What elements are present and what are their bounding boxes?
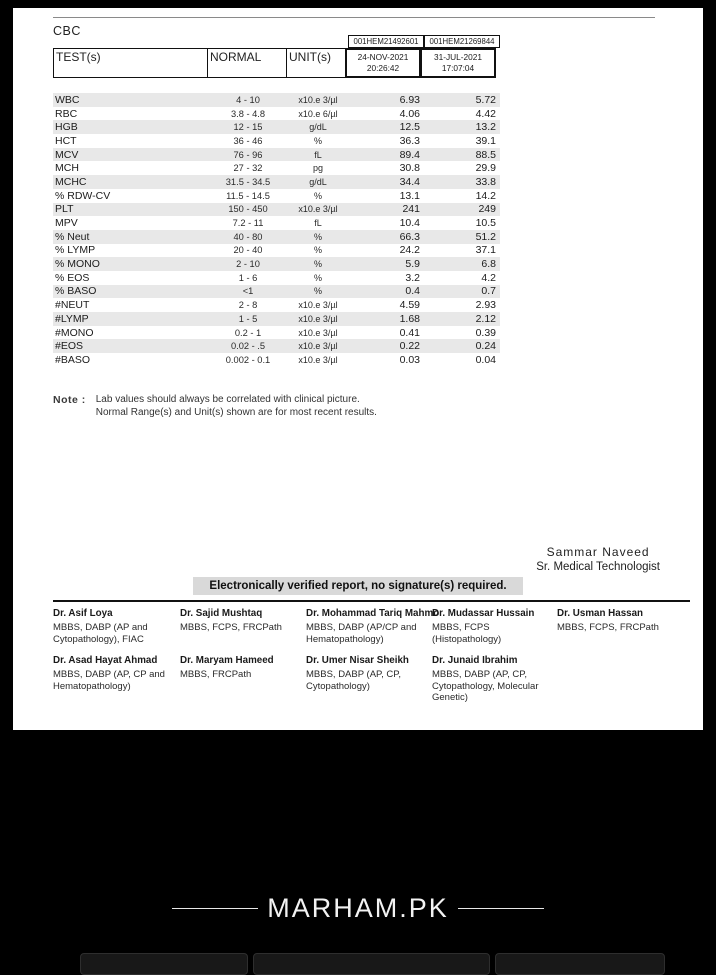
pathologist-card: [180, 655, 306, 704]
cell-unit: x10.e 3/µl: [298, 354, 338, 365]
bottom-action-button-1[interactable]: [80, 953, 248, 975]
table-row: [53, 326, 500, 340]
result-date-1: 24-NOV-2021: [357, 52, 409, 62]
cell-test: RBC: [55, 107, 78, 120]
cell-unit: pg: [312, 163, 323, 174]
pathologist-name: Dr. Sajid Mushtaq: [180, 608, 263, 619]
table-row: [53, 107, 500, 121]
cell-normal: 2 - 8: [238, 300, 258, 311]
table-row: [53, 230, 500, 244]
cell-unit: %: [313, 259, 322, 270]
cell-unit: x10.e 3/µl: [298, 204, 338, 215]
note-section: [53, 394, 377, 419]
cell-normal: <1: [242, 286, 254, 297]
pathologist-name: Dr. Asad Hayat Ahmad: [53, 655, 158, 666]
cell-value-2: 0.7: [481, 285, 496, 298]
pathologist-name: Dr. Mohammad Tariq Mahmo: [306, 608, 440, 619]
cell-value-1: 12.5: [399, 121, 420, 134]
cell-normal: 20 - 40: [233, 245, 263, 256]
cell-value-1: 0.41: [399, 326, 420, 339]
brand-logo: MARHAM.PK: [267, 893, 449, 923]
cell-value-2: 39.1: [475, 134, 496, 147]
cell-value-1: 5.9: [405, 258, 420, 271]
report-title: CBC: [53, 24, 81, 38]
cell-test: % MONO: [55, 258, 100, 271]
result-time-2: 17:07:04: [441, 63, 475, 73]
cell-value-2: 4.2: [481, 271, 496, 284]
verification-banner: Electronically verified report, no signature(s) required.: [193, 577, 522, 595]
cell-value-2: 33.8: [475, 175, 496, 188]
cell-value-1: 0.22: [399, 340, 420, 353]
table-row: [53, 312, 500, 326]
cell-test: MCHC: [55, 175, 87, 188]
cell-unit: %: [313, 286, 322, 297]
cell-value-2: 10.5: [475, 217, 496, 230]
cell-normal: 2 - 10: [236, 259, 260, 270]
pathologist-name: Dr. Maryam Hameed: [180, 655, 274, 666]
cell-value-2: 0.04: [475, 353, 496, 366]
pathologist-qualifications: MBBS, FCPS, FRCPath: [180, 622, 282, 633]
cell-test: % BASO: [55, 285, 97, 298]
cell-test: % Neut: [55, 230, 90, 243]
signature-block: [536, 545, 660, 573]
cell-normal: 1 - 6: [238, 272, 258, 283]
cell-value-2: 0.39: [475, 326, 496, 339]
cell-value-1: 4.59: [399, 299, 420, 312]
pathologist-card: [53, 608, 180, 645]
bottom-action-button-3[interactable]: [495, 953, 665, 975]
brand-footer: [0, 893, 716, 924]
note-label: Note :: [53, 394, 86, 406]
cell-normal: 0.02 - .5: [230, 341, 266, 352]
cell-unit: fL: [314, 149, 322, 160]
cell-unit: %: [313, 231, 322, 242]
cell-test: HGB: [55, 121, 78, 134]
cell-value-2: 88.5: [475, 148, 496, 161]
result-date-2: 31-JUL-2021: [434, 52, 482, 62]
cell-normal: 150 - 450: [228, 204, 268, 215]
top-divider: [53, 17, 655, 18]
cell-normal: 7.2 - 11: [232, 218, 264, 229]
cell-normal: 4 - 10: [236, 94, 260, 105]
cell-value-1: 36.3: [399, 134, 420, 147]
cell-value-2: 2.12: [475, 312, 496, 325]
pathologist-qualifications: MBBS, DABP (AP/CP and Hematopathology): [306, 622, 417, 645]
accession-number-2: 001HEM21269844: [424, 35, 500, 48]
cell-unit: %: [313, 190, 322, 201]
pathologist-card: [557, 608, 698, 645]
pathologist-card: [306, 608, 440, 645]
pathologist-card: [432, 655, 557, 704]
cell-value-1: 10.4: [399, 217, 420, 230]
cell-value-1: 13.1: [399, 189, 420, 202]
table-row: [53, 203, 500, 217]
cell-test: #LYMP: [55, 312, 89, 325]
cell-test: MPV: [55, 217, 78, 230]
cell-value-1: 1.68: [399, 312, 420, 325]
table-row: [53, 353, 500, 367]
cell-value-2: 0.24: [475, 340, 496, 353]
cell-unit: x10.e 3/µl: [298, 313, 338, 324]
cell-value-1: 0.4: [405, 285, 420, 298]
cell-value-1: 3.2: [405, 271, 420, 284]
pathologist-qualifications: MBBS, DABP (AP, CP and Hematopathology): [53, 669, 165, 692]
table-row: [53, 148, 500, 162]
cell-value-2: 29.9: [475, 162, 496, 175]
pathologist-name: Dr. Asif Loya: [53, 608, 113, 619]
pathologist-name: Dr. Umer Nisar Sheikh: [306, 655, 409, 666]
cell-value-1: 4.06: [399, 107, 420, 120]
cell-value-1: 34.4: [399, 175, 420, 188]
bottom-action-button-2[interactable]: [253, 953, 490, 975]
pathologists-list: [53, 608, 698, 704]
technologist-role: Sr. Medical Technologist: [536, 561, 660, 573]
cell-test: #BASO: [55, 353, 91, 366]
pathologist-card: [180, 608, 306, 645]
pathologist-qualifications: MBBS, DABP (AP and Cytopathology), FIAC: [53, 622, 148, 645]
cell-normal: 31.5 - 34.5: [225, 176, 271, 187]
result-time-1: 20:26:42: [366, 63, 400, 73]
column-header-date-2: [420, 48, 496, 78]
pathologist-qualifications: MBBS, FCPS, FRCPath: [557, 622, 659, 633]
cell-test: MCV: [55, 148, 79, 161]
cell-value-2: 51.2: [475, 230, 496, 243]
column-header-test: TEST(s): [53, 48, 208, 78]
cell-value-1: 24.2: [399, 244, 420, 257]
pathologist-name: Dr. Usman Hassan: [557, 608, 644, 619]
pathologist-name: Dr. Mudassar Hussain: [432, 608, 535, 619]
cell-value-1: 89.4: [399, 148, 420, 161]
cell-test: MCH: [55, 162, 79, 175]
cell-value-2: 2.93: [475, 299, 496, 312]
cell-unit: fL: [314, 218, 322, 229]
pathologist-qualifications: MBBS, DABP (AP, CP, Cytopathology, Molecular Genetic): [432, 669, 539, 703]
cell-value-1: 0.03: [399, 353, 420, 366]
cell-test: % RDW-CV: [55, 189, 111, 202]
cell-test: % EOS: [55, 271, 90, 284]
cell-test: PLT: [55, 203, 74, 216]
brand-line-right: [458, 908, 544, 909]
column-header-unit: UNIT(s): [286, 48, 346, 78]
cell-value-1: 66.3: [399, 230, 420, 243]
pathologist-name: Dr. Junaid Ibrahim: [432, 655, 518, 666]
cell-value-1: 241: [402, 203, 420, 216]
cell-normal: 40 - 80: [233, 231, 263, 242]
table-row: [53, 189, 500, 203]
cell-value-2: 5.72: [475, 93, 496, 106]
cell-normal: 36 - 46: [233, 135, 263, 146]
table-row: [53, 271, 500, 285]
accession-row: [53, 35, 500, 48]
cell-test: HCT: [55, 134, 77, 147]
pathologist-qualifications: MBBS, FCPS (Histopathology): [432, 622, 502, 645]
table-body: [53, 93, 500, 367]
cell-value-2: 37.1: [475, 244, 496, 257]
cell-value-2: 14.2: [475, 189, 496, 202]
cell-value-2: 6.8: [481, 258, 496, 271]
cell-value-2: 13.2: [475, 121, 496, 134]
table-row: [53, 298, 500, 312]
cell-unit: g/dL: [309, 122, 327, 133]
table-header-row: [53, 48, 500, 78]
pathologist-card: [432, 608, 557, 645]
table-row: [53, 285, 500, 299]
cell-unit: %: [313, 245, 322, 256]
lab-report-page: [13, 8, 703, 730]
accession-number-1: 001HEM21492601: [348, 35, 424, 48]
pathologist-qualifications: MBBS, FRCPath: [180, 669, 252, 680]
cell-unit: %: [313, 135, 322, 146]
cell-normal: 11.5 - 14.5: [226, 190, 270, 201]
cell-test: #NEUT: [55, 299, 90, 312]
cell-unit: x10.e 3/µl: [298, 341, 338, 352]
cell-unit: x10.e 3/µl: [298, 327, 338, 338]
pathologist-card: [53, 655, 180, 704]
cell-test: % LYMP: [55, 244, 96, 257]
cell-value-1: 30.8: [399, 162, 420, 175]
cell-test: #EOS: [55, 340, 84, 353]
cell-test: #MONO: [55, 326, 94, 339]
cell-normal: 76 - 96: [233, 149, 263, 160]
pathologist-qualifications: MBBS, DABP (AP, CP, Cytopathology): [306, 669, 402, 692]
table-row: [53, 120, 500, 134]
cell-normal: 1 - 5: [238, 313, 258, 324]
technologist-name: Sammar Naveed: [546, 545, 650, 559]
cell-normal: 0.2 - 1: [234, 327, 262, 338]
column-header-normal: NORMAL: [207, 48, 287, 78]
table-row: [53, 134, 500, 148]
cell-unit: x10.e 3/µl: [298, 300, 338, 311]
cell-unit: x10.e 3/µl: [298, 94, 338, 105]
note-line-2: Normal Range(s) and Unit(s) shown are for most recent results.: [95, 406, 377, 418]
table-row: [53, 161, 500, 175]
table-row: [53, 175, 500, 189]
cell-unit: x10.e 6/µl: [298, 108, 338, 119]
cell-unit: %: [313, 272, 322, 283]
cell-normal: 27 - 32: [233, 163, 263, 174]
cell-normal: 12 - 15: [233, 122, 263, 133]
results-table: [53, 35, 500, 367]
table-row: [53, 93, 500, 107]
verification-banner-wrap: [13, 576, 703, 595]
cell-normal: 0.002 - 0.1: [225, 354, 271, 365]
cell-value-1: 6.93: [399, 93, 420, 106]
note-line-1: Lab values should always be correlated with clinical picture.: [95, 394, 360, 405]
table-row: [53, 244, 500, 258]
column-header-date-1: [345, 48, 421, 78]
cell-value-2: 249: [478, 203, 496, 216]
table-row: [53, 339, 500, 353]
cell-unit: g/dL: [309, 176, 327, 187]
signatories-divider: [53, 600, 690, 602]
table-row: [53, 216, 500, 230]
cell-test: WBC: [55, 93, 80, 106]
table-row: [53, 257, 500, 271]
brand-line-left: [172, 908, 258, 909]
pathologist-card: [306, 655, 432, 704]
cell-value-2: 4.42: [475, 107, 496, 120]
cell-normal: 3.8 - 4.8: [230, 108, 266, 119]
note-text: [96, 394, 377, 419]
